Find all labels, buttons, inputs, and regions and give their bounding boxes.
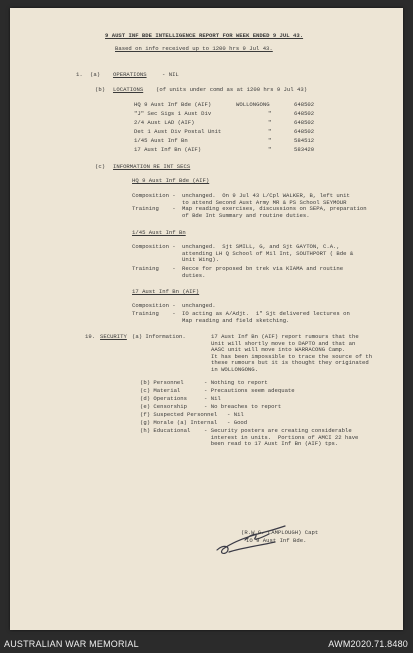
security-item-text: - Good [227, 419, 248, 426]
security-item-label: (b) Personnel [140, 379, 184, 386]
training-text: Map reading exercises, discussions on SEPA, preparation [182, 205, 367, 212]
security-item-text: - Nil [227, 411, 244, 418]
composition-label: Composition - [132, 243, 176, 250]
educational-text: been read to 17 Aust Inf Bn (AIF) tps. [204, 440, 339, 447]
location-ref: 648502 [294, 128, 315, 135]
unit-heading: 17 Aust Inf Bn (AIF) [132, 288, 200, 295]
security-information-text: in WOLLONGONG. [211, 365, 258, 373]
location-ref: 648502 [294, 110, 315, 117]
section-1b-label: (b) [95, 86, 106, 93]
security-information-text: these rumours but it is thought they originated [211, 359, 369, 366]
section-1a-label: (a) [90, 71, 101, 78]
document-page [10, 8, 403, 630]
section-2-number: 19. [85, 333, 96, 340]
composition-label: Composition - [132, 192, 176, 199]
location-place: " [268, 128, 272, 135]
training-label: Training - [132, 310, 176, 317]
location-ref: 648502 [294, 101, 315, 108]
security-item-text: - Nothing to report [204, 379, 268, 386]
composition-text: to attend Second Aust Army MR & PS School SEYMOUR [182, 198, 347, 206]
location-place: " [268, 137, 272, 144]
security-item-text: - Nil [204, 395, 221, 402]
location-unit: 1/45 Aust Inf Bn [134, 137, 188, 144]
composition-label: Composition - [132, 302, 176, 309]
composition-text: Unit Wing). [182, 256, 219, 263]
archive-footer [0, 636, 413, 653]
training-text: IO acting as A/Adjt. 1" Sjt delivered lectures on [182, 310, 350, 317]
training-text: of Bde Int Summary and routine duties. [182, 211, 310, 219]
operations-value: - NIL [162, 71, 179, 78]
location-ref: 648502 [294, 119, 315, 126]
composition-text: unchanged. [182, 302, 216, 309]
training-text: duties. [182, 271, 206, 279]
operations-heading: OPERATIONS [113, 71, 147, 78]
composition-text: unchanged. Sjt SMILL, G, and Sjt GAYTON, C.A., [182, 243, 340, 250]
location-unit: 17 Aust Inf Bn (AIF) [134, 146, 202, 153]
security-information-text: AASC unit will move into WARRACONG Camp. [211, 346, 346, 353]
location-ref: 584512 [294, 137, 315, 144]
security-information-text: 17 Aust Inf Bn (AIF) report rumours that the [211, 333, 359, 340]
location-place: WOLLONGONG [236, 101, 270, 108]
training-label: Training - [132, 265, 176, 272]
educational-label: (h) Educational [140, 427, 191, 434]
locations-note: (of units under comd as at 1200 hrs 9 Jul 43) [156, 86, 308, 93]
security-item-text: - Precautions seem adequate [204, 387, 295, 394]
signatory-role: IO 9 Aust Inf Bde. [246, 537, 307, 544]
report-title: 9 AUST INF BDE INTELLIGENCE REPORT FOR WEEK ENDED 9 JUL 43. [105, 32, 304, 39]
security-heading: SECURITY [100, 333, 127, 340]
security-item-text: - No breaches to report [204, 403, 282, 410]
report-basis: Based on info received up to 1200 hrs 9 Jul 43. [115, 45, 273, 52]
section-1-number: 1. [76, 71, 83, 78]
location-unit: 2/4 Aust LAD (AIF) [134, 119, 195, 126]
composition-text: unchanged. On 9 Jul 43 L/Cpl WALKER, B, left unit [182, 192, 350, 199]
security-information-text: Unit will shortly move to DAPTO and that an [211, 339, 356, 347]
security-item-label: (f) Suspected Personnel [140, 411, 218, 418]
location-place: " [268, 110, 272, 117]
training-text: Map reading and field sketching. [182, 316, 290, 324]
location-unit: "J" Sec Sigs 1 Aust Div [134, 110, 212, 117]
section-1c-label: (c) [95, 163, 106, 170]
location-ref: 583420 [294, 146, 315, 153]
composition-text: attending LH Q School of Mil Int, SOUTHPORT ( Bde & [182, 249, 354, 257]
location-unit: HQ 9 Aust Inf Bde (AIF) [134, 101, 212, 108]
security-item-label: (e) Censorship [140, 403, 187, 410]
location-unit: Det 1 Aust Div Postal Unit [134, 128, 222, 135]
training-label: Training - [132, 205, 176, 212]
location-place: " [268, 119, 272, 126]
archive-reference: AWM2020.71.8480 [328, 639, 408, 649]
archive-name: AUSTRALIAN WAR MEMORIAL [4, 639, 139, 649]
signatory-name: (R.W.G. LAMPLOUGH) Capt [241, 529, 319, 536]
security-information-label: (a) Information. [132, 333, 186, 340]
location-place: " [268, 146, 272, 153]
security-item-label: (c) Material [140, 387, 181, 394]
int-secs-heading: INFORMATION RE INT SECS [113, 163, 191, 170]
locations-heading: LOCATIONS [113, 86, 144, 93]
security-item-label: (d) Operations [140, 395, 187, 402]
unit-heading: HQ 9 Aust Inf Bde (AIF) [132, 177, 210, 184]
educational-text: interest in units. Portions of AMCI 22 have [204, 433, 359, 441]
training-text: Recce for proposed bn trek via KIAMA and routine [182, 265, 344, 272]
educational-text: - Security posters are creating considerable [204, 427, 352, 434]
security-information-text: It has been impossible to trace the source of th [211, 352, 373, 360]
unit-heading: 1/45 Aust Inf Bn [132, 229, 186, 236]
security-item-label: (g) Morale (a) Internal [140, 419, 218, 426]
